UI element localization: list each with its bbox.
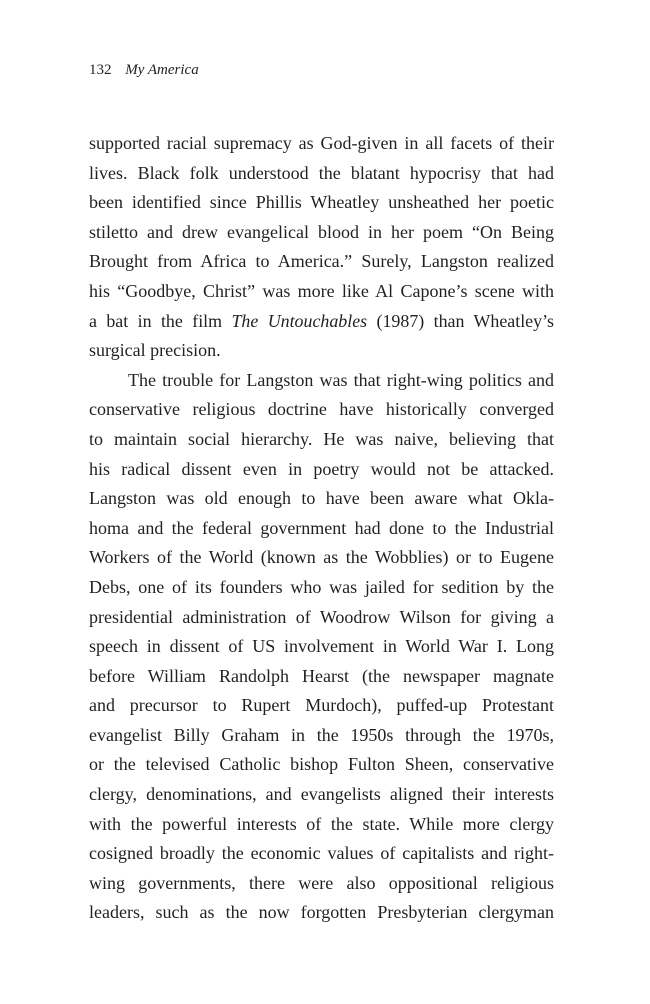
text-line: and precursor to Rupert Murdoch), puffed-up Protestant <box>89 695 554 716</box>
book-title: My America <box>125 62 199 78</box>
text-line: surgical precision. <box>89 340 221 361</box>
page-number: 132 <box>89 62 112 78</box>
text-segment: a bat in the film <box>89 310 232 331</box>
text-line: cosigned broadly the economic values of capitalists and right- <box>89 843 554 864</box>
text-line: clergy, denominations, and evangelists aligned their interests <box>89 784 554 805</box>
text-line: supported racial supremacy as God-given in all facets of their <box>89 133 554 153</box>
paragraph-1 <box>89 129 554 366</box>
text-line: with the powerful interests of the state. While more clergy <box>89 813 554 834</box>
running-head <box>89 60 199 80</box>
text-line: his “Goodbye, Christ” was more like Al Capone’s scene with <box>89 280 554 301</box>
paragraph-2 <box>89 366 554 928</box>
text-line: or the televised Catholic bishop Fulton Sheen, conservative <box>89 754 554 775</box>
text-line: his radical dissent even in poetry would not be attacked. <box>89 458 554 479</box>
text-line: wing governments, there were also oppositional religious <box>89 872 554 893</box>
text-line: Workers of the World (known as the Wobblies) or to Eugene <box>89 547 554 568</box>
text-line: speech in dissent of US involvement in World War I. Long <box>89 636 554 657</box>
text-line: Brought from Africa to America.” Surely, Langston realized <box>89 251 554 272</box>
text-line: before William Randolph Hearst (the newspaper magnate <box>89 665 554 686</box>
text-line <box>89 307 554 337</box>
text-line: conservative religious doctrine have historically converged <box>89 399 554 420</box>
text-line: Debs, one of its founders who was jailed for sedition by the <box>89 576 554 597</box>
text-line: homa and the federal government had done to the Industrial <box>89 517 554 538</box>
text-line: to maintain social hierarchy. He was naive, believing that <box>89 428 554 449</box>
text-line: Langston was old enough to have been aware what Okla- <box>89 488 554 509</box>
text-line: presidential administration of Woodrow Wilson for giving a <box>89 606 554 627</box>
text-line: lives. Black folk understood the blatant hypocrisy that had <box>89 162 554 183</box>
text-segment: (1987) than Wheatley’s <box>367 310 554 331</box>
text-line: evangelist Billy Graham in the 1950s through the 1970s, <box>89 724 554 745</box>
text-line: leaders, such as the now forgotten Presbyterian clergyman <box>89 902 554 923</box>
film-title: The Untouchables <box>231 310 368 331</box>
text-line: The trouble for Langston was that right-wing politics and <box>128 369 554 390</box>
text-line: stiletto and drew evangelical blood in her poem “On Being <box>89 221 554 242</box>
body-text <box>89 129 554 928</box>
text-line: been identified since Phillis Wheatley unsheathed her poetic <box>89 192 554 213</box>
